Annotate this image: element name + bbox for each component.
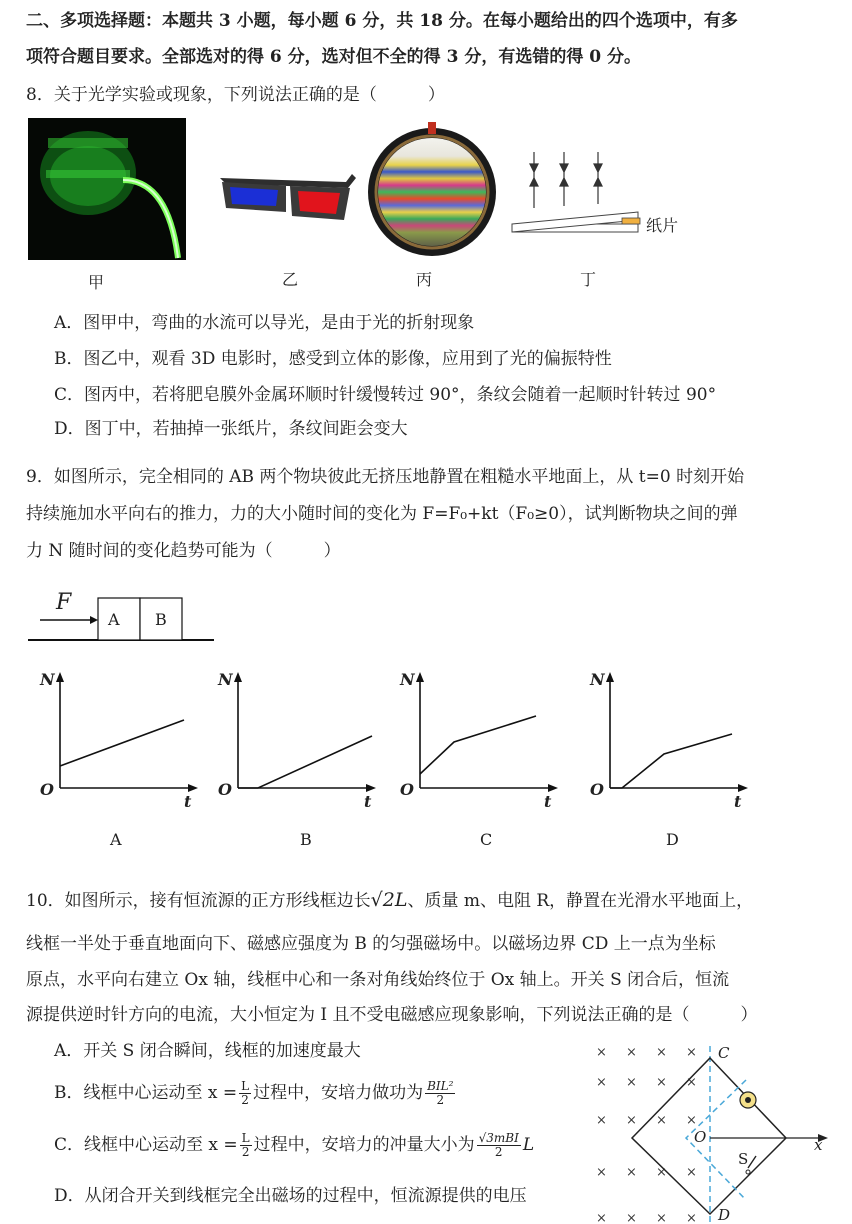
fraction-numerator: √3mBI <box>478 1131 519 1145</box>
q10-line1-part-b: 、质量 m、电阻 R，静置在光滑水平地面上， <box>407 891 754 911</box>
graph-b-y-label: N <box>218 670 233 689</box>
graph-c-origin: O <box>400 780 414 799</box>
graph-b-x-label: t <box>364 792 372 811</box>
graph-a-origin: O <box>40 780 54 799</box>
graph-c-x-label: t <box>544 792 552 811</box>
caption-yi: 乙 <box>282 270 299 289</box>
block-b-label: B <box>155 610 167 629</box>
x-fraction-c <box>240 1132 252 1159</box>
graph-c <box>396 668 560 808</box>
graph-a-caption: A <box>110 830 122 849</box>
q10-option-c-prefix: C．线框中心运动至 x = <box>54 1135 238 1155</box>
q10-side-expression: √2L <box>370 889 408 911</box>
svg-text:×: × <box>596 1045 607 1060</box>
q10-option-c-middle: 过程中，安培力的冲量大小为 <box>253 1135 475 1155</box>
q9-line2: 持续施加水平向右的推力，力的大小随时间的变化为 F=F₀+kt（F₀≥0），试判断物块之间的弹 <box>26 504 738 524</box>
svg-text:×: × <box>626 1113 637 1128</box>
q9-line3: 力 N 随时间的变化趋势可能为（ ） <box>26 541 341 561</box>
q10-option-a: A．开关 S 闭合瞬间，线框的加速度最大 <box>54 1041 361 1061</box>
svg-text:×: × <box>626 1075 637 1090</box>
svg-text:×: × <box>626 1045 637 1060</box>
svg-text:×: × <box>626 1211 637 1224</box>
q10-line1 <box>26 886 753 911</box>
section-header-line1: 二、多项选择题：本题共 3 小题，每小题 6 分，共 18 分。在每小题给出的四个选项中，有多 <box>26 11 738 31</box>
graph-b <box>214 668 378 808</box>
fraction-denominator: 2 <box>494 1145 503 1159</box>
svg-text:×: × <box>686 1075 697 1090</box>
svg-text:×: × <box>656 1075 667 1090</box>
figure-yi-3d-glasses <box>216 160 356 232</box>
q10-circuit-figure <box>588 1040 828 1224</box>
q10-option-c-tail: L <box>522 1135 535 1155</box>
svg-text:×: × <box>596 1165 607 1180</box>
q8-option-a: A．图甲中，弯曲的水流可以导光，是由于光的折射现象 <box>54 313 475 333</box>
graph-d <box>586 668 750 808</box>
block-a-label: A <box>108 610 120 629</box>
svg-text:×: × <box>686 1045 697 1060</box>
graph-d-y-label: N <box>590 670 605 689</box>
x-fraction-b <box>239 1080 251 1107</box>
fig-label-o: O <box>694 1128 707 1146</box>
graph-d-caption: D <box>666 830 679 849</box>
work-fraction <box>425 1080 455 1107</box>
section-header-line2: 项符合题目要求。全部选对的得 6 分，选对但不全的得 3 分，有选错的得 0 分。 <box>26 47 641 67</box>
q10-option-b <box>54 1078 457 1107</box>
q10-option-c <box>54 1130 534 1159</box>
svg-text:×: × <box>686 1113 697 1128</box>
fig-label-switch: S <box>738 1150 749 1168</box>
q8-option-b: B．图乙中，观看 3D 电影时，感受到立体的影像，应用到了光的偏振特性 <box>54 349 612 369</box>
fig-label-x: x <box>814 1136 823 1154</box>
graph-b-origin: O <box>218 780 232 799</box>
svg-text:×: × <box>656 1165 667 1180</box>
svg-text:×: × <box>626 1165 637 1180</box>
svg-text:×: × <box>596 1211 607 1224</box>
graph-c-y-label: N <box>400 670 415 689</box>
fraction-numerator: L <box>241 1079 250 1093</box>
graph-c-caption: C <box>480 830 493 849</box>
svg-text:×: × <box>656 1045 667 1060</box>
magnetic-field-crosses <box>596 1045 697 1224</box>
q10-line2: 线框一半处于垂直地面向下、磁感应强度为 B 的匀强磁场中。以磁场边界 CD 上一点为坐标 <box>26 934 716 954</box>
figure-jia-light-guide <box>28 118 186 260</box>
svg-text:×: × <box>686 1165 697 1180</box>
q9-line1: 9．如图所示，完全相同的 AB 两个物块彼此无挤压地静置在粗糙水平地面上，从 t=0 时刻开始 <box>26 467 745 487</box>
graph-a-x-label: t <box>184 792 192 811</box>
caption-bing: 丙 <box>416 270 433 289</box>
q9-blocks-figure <box>26 588 218 644</box>
caption-jia: 甲 <box>88 273 105 292</box>
svg-text:×: × <box>596 1113 607 1128</box>
graph-b-caption: B <box>300 830 312 849</box>
impulse-fraction <box>477 1132 521 1159</box>
fig-label-d: D <box>718 1206 731 1224</box>
graph-d-origin: O <box>590 780 604 799</box>
q8-option-d: D．图丁中，若抽掉一张纸片，条纹间距会变大 <box>54 419 408 439</box>
svg-text:×: × <box>596 1075 607 1090</box>
q10-option-b-prefix: B．线框中心运动至 x = <box>54 1083 238 1103</box>
q10-line1-part-a: 10．如图所示，接有恒流源的正方形线框边长 <box>26 891 371 911</box>
q10-line3: 原点，水平向右建立 Ox 轴，线框中心和一条对角线始终位于 Ox 轴上。开关 S 闭合后，恒流 <box>26 970 730 990</box>
graph-d-x-label: t <box>734 792 742 811</box>
question-8-stem: 8．关于光学实验或现象，下列说法正确的是（ ） <box>26 85 445 105</box>
q10-line4: 源提供逆时针方向的电流，大小恒定为 I 且不受电磁感应现象影响，下列说法正确的是（ ） <box>26 1005 758 1025</box>
q10-option-b-middle: 过程中，安培力做功为 <box>253 1083 424 1103</box>
fraction-denominator: 2 <box>241 1093 249 1107</box>
fraction-denominator: 2 <box>436 1093 445 1107</box>
fraction-numerator: BIL² <box>427 1079 454 1093</box>
svg-text:×: × <box>686 1211 697 1224</box>
fraction-numerator: L <box>241 1131 250 1145</box>
svg-text:×: × <box>656 1113 667 1128</box>
svg-text:×: × <box>656 1211 667 1224</box>
fig-label-c: C <box>718 1044 730 1062</box>
force-label: F <box>56 590 72 615</box>
fraction-denominator: 2 <box>241 1145 250 1159</box>
q10-option-d: D．从闭合开关到线框完全出磁场的过程中，恒流源提供的电压 <box>54 1186 527 1206</box>
q8-option-c: C．图丙中，若将肥皂膜外金属环顺时针缓慢转过 90°，条纹会随着一起顺时针转过 90° <box>54 385 717 405</box>
paper-label: 纸片 <box>646 216 679 235</box>
figure-bing-soap-film <box>366 120 498 260</box>
graph-a-y-label: N <box>40 670 55 689</box>
caption-ding: 丁 <box>580 270 597 289</box>
graph-a <box>36 668 200 808</box>
